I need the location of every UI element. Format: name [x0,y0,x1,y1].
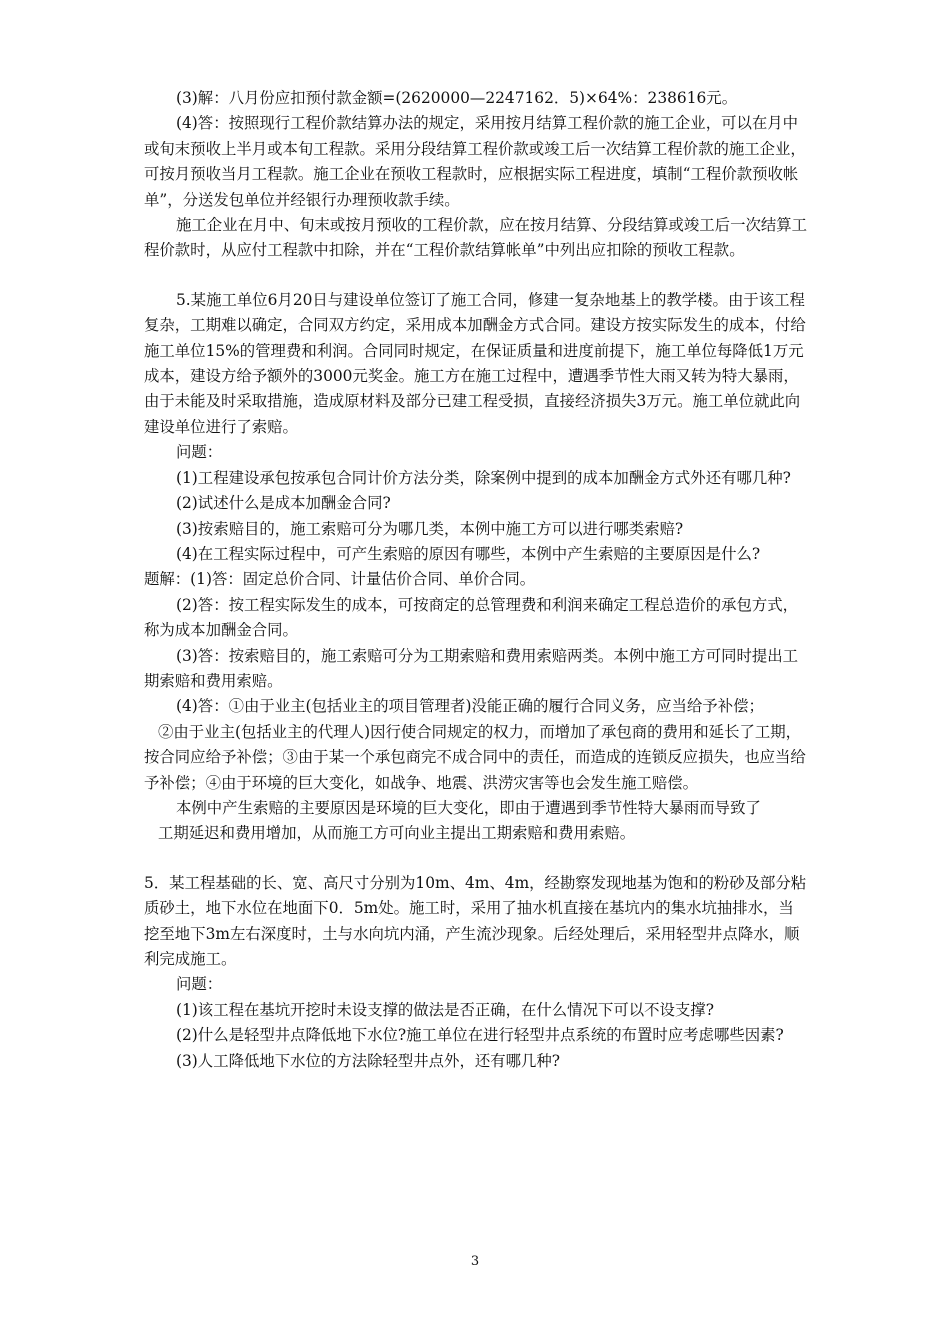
case-1-question-4: (4)在工程实际过程中，可产生索赔的原因有哪些，本例中产生索赔的主要原因是什么? [176,544,761,563]
case-2-question-2: (2)什么是轻型井点降低地下水位?施工单位在进行轻型井点系统的布置时应考虑哪些因素? [176,1026,784,1045]
case-1-question-3: (3)按索赔目的，施工索赔可分为哪几类，本例中施工方可以进行哪类索赔? [176,519,684,538]
answer-4-prev: (4)答：按照现行工程价款结算办法的规定，采用按月结算工程价款的施工企业，可以在月中或旬末预收上半月或本旬工程款。采用分段结算工程价款或竣工后一次结算工程价款的施工企业，可按月预收当月工程款。施工企业在预收工程款时，应根据实际工程进度，填制“工程价款预收帐单”，分送发包单位并经银行办理预收款手续。 [144,114,806,209]
page-content [144,86,808,1074]
case-1-answer-2: (2)答：按工程实际发生的成本，可按商定的总管理费和利润来确定工程总造价的承包方式，称为成本加酬金合同。 [144,595,799,640]
case-1-answer-4-rest: ②由于业主(包括业主的代理人)因行使合同规定的权力，而增加了承包商的费用和延长了工期，按合同应给予补偿；③由于某一个承包商完不成合同中的责任，而造成的连锁反应损失，也应当给予补偿；④由于环境的巨大变化，如战争、地震、洪涝灾害等也会发生施工赔偿。 [144,722,806,792]
case-1-question-2: (2)试述什么是成本加酬金合同? [176,494,391,513]
case-2-question-1: (1)该工程在基坑开挖时未设支撑的做法是否正确，在什么情况下可以不设支撑? [176,1000,714,1019]
answer-4-prev-cont: 施工企业在月中、旬末或按月预收的工程价款，应在按月结算、分段结算或竣工后一次结算工程价款时，从应付工程款中扣除，并在“工程价款结算帐单”中列出应扣除的预收工程款。 [144,216,808,260]
case-1-question-1: (1)工程建设承包按承包合同计价方法分类，除案例中提到的成本加酬金方式外还有哪几种? [176,468,791,487]
case-2-questions-label: 问题： [176,975,223,994]
case-1-answer-1: 题解：(1)答：固定总价合同、计量估价合同、单价合同。 [144,570,536,589]
case-1-description: 5.某施工单位6月20日与建设单位签订了施工合同，修建一复杂地基上的教学楼。由于该工程复杂，工期难以确定，合同双方约定，采用成本加酬金方式合同。建设方按实际发生的成本，付给施工单位15%的管理费和利润。合同同时规定，在保证质量和进度前提下，施工单位每降低1万元成本，建设方给予额外的3000元奖金。施工方在施工过程中，遭遇季节性大雨又转为特大暴雨，由于未能及时采取措施，造成原材料及部分已建工程受损，直接经济损失3万元。施工单位就此向建设单位进行了索赔。 [144,290,806,436]
answer-3-prev: (3)解：八月份应扣预付款金额=(2620000—2247162．5)×64%：238616元。 [176,89,738,107]
case-2-description: 5．某工程基础的长、宽、高尺寸分别为10m、4m、4m，经勘察发现地基为饱和的粉砂及部分粘质砂土，地下水位在地面下0．5m处。施工时，采用了抽水机直接在基坑内的集水坑抽排水，当挖至地下3m左右深度时，土与水向坑内涌，产生流沙现象。后经处理后，采用轻型井点降水，顺利完成施工。 [144,873,807,968]
case-1-answer-4-line1: (4)答：①由于业主(包括业主的项目管理者)没能正确的履行合同义务，应当给予补偿； [176,697,764,716]
case-2-question-3: (3)人工降低地下水位的方法除轻型井点外，还有哪几种? [176,1051,561,1070]
case-1-answer-3: (3)答：按索赔目的，施工索赔可分为工期索赔和费用索赔两类。本例中施工方可同时提出工期索赔和费用索赔。 [144,646,799,690]
case-1-main-reason-cont: 工期延迟和费用增加，从而施工方可向业主提出工期索赔和费用索赔。 [158,824,636,843]
case-1-main-reason: 本例中产生索赔的主要原因是环境的巨大变化，即由于遭遇到季节性特大暴雨而导致了 [176,798,761,817]
page-number: 3 [470,1254,480,1269]
case-1-questions-label: 问题： [176,443,223,462]
